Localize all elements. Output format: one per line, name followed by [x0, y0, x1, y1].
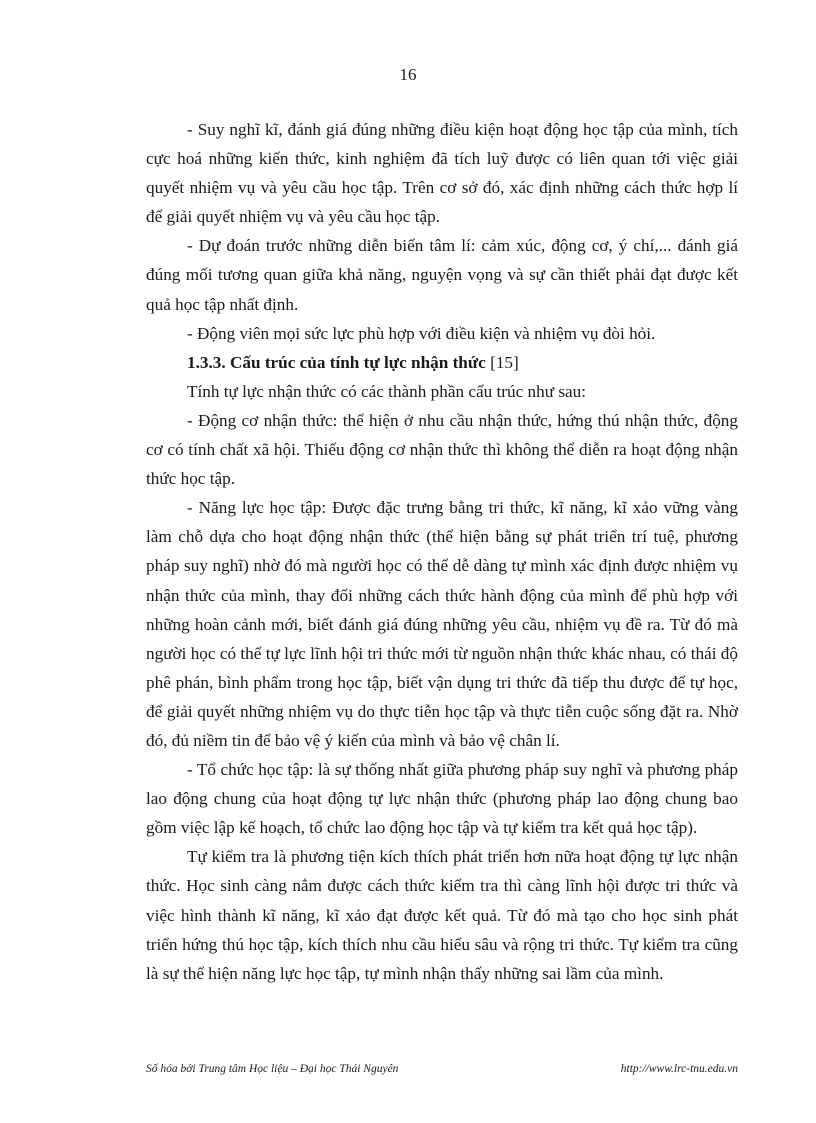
paragraph-think-carefully: - Suy nghĩ kĩ, đánh giá đúng những điều kiện hoạt động học tập của mình, tích cực hoá những kiến thức, kinh nghiệm đã tích luỹ được có liên quan tới việc giải quyết nhiệm vụ và yêu cầu học tập. Trên cơ sở đó, xác định những cách thức hợp lí để giải quyết nhiệm vụ và yêu cầu học tập.	[146, 120, 738, 227]
paragraph-structure-intro: Tính tự lực nhận thức có các thành phần cấu trúc như sau:	[187, 381, 587, 401]
section-heading	[146, 348, 738, 377]
paragraph-learning-ability: - Năng lực học tập: Được đặc trưng bằng tri thức, kĩ năng, kĩ xảo vững vàng làm chỗ dựa cho hoạt động nhận thức (thể hiện bằng sự phát triển trí tuệ, phương pháp suy nghĩ) nhờ đó mà người học có thể dễ dàng tự mình xác định được nhiệm vụ nhận thức của mình, thay đổi những cách thức hành động của mình để phù hợp với những hoàn cảnh mới, biết đánh giá đúng những yêu cầu, nhiệm vụ đề ra. Từ đó mà người học có thể tự lực lĩnh hội tri thức mới từ nguồn nhận thức khác nhau, có thái độ phê phán, bình phẩm trong học tập, biết vận dụng tri thức đã tiếp thu được để tự học, để giải quyết những nhiệm vụ do thực tiễn học tập và thực tiễn cuộc sống đặt ra. Nhờ đó, đủ niềm tin để bảo vệ ý kiến của mình và bảo vệ chân lí.	[146, 498, 738, 750]
paragraph-mobilize-effort: - Động viên mọi sức lực phù hợp với điều kiện và nhiệm vụ đòi hỏi.	[187, 323, 656, 343]
paragraph-motivation: - Động cơ nhận thức: thể hiện ở nhu cầu nhận thức, hứng thú nhận thức, động cơ có tính chất xã hội. Thiếu động cơ nhận thức thì không thể diễn ra hoạt động nhận thức học tập.	[146, 410, 738, 489]
body-text	[146, 115, 738, 988]
page-number: 16	[399, 65, 417, 84]
paragraph-learning-organization: - Tổ chức học tập: là sự thống nhất giữa phương pháp suy nghĩ và phương pháp lao động chung của hoạt động tự lực nhận thức (phương pháp lao động chung bao gồm việc lập kế hoạch, tổ chức lao động học tập và tự kiểm tra kết quả học tập).	[146, 760, 738, 838]
page-footer	[146, 1061, 738, 1077]
section-heading-reference: [15]	[490, 352, 519, 372]
section-heading-text: 1.3.3. Cấu trúc của tính tự lực nhận thức	[187, 352, 486, 372]
paragraph-predict-psychology: - Dự đoán trước những diễn biến tâm lí: cảm xúc, động cơ, ý chí,... đánh giá đúng mối tương quan giữa khả năng, nguyện vọng và sự cần thiết phải đạt được kết quả học tập nhất định.	[146, 236, 738, 314]
footer-source: Số hóa bởi Trung tâm Học liệu – Đại học Thái Nguyên	[146, 1063, 399, 1075]
paragraph-self-check: Tự kiểm tra là phương tiện kích thích phát triển hơn nữa hoạt động tự lực nhận thức. Học sinh càng nắm được cách thức kiểm tra thì càng lĩnh hội được tri thức và việc hình thành kĩ năng, kĩ xảo đạt được kết quả. Từ đó mà tạo cho học sinh phát triển hứng thú học tập, kích thích nhu cầu hiểu sâu và rộng tri thức. Tự kiểm tra cũng là sự thể hiện năng lực học tập, tự mình nhận thấy những sai lầm của mình.	[146, 847, 738, 983]
footer-url: http://www.lrc-tnu.edu.vn	[620, 1063, 738, 1075]
